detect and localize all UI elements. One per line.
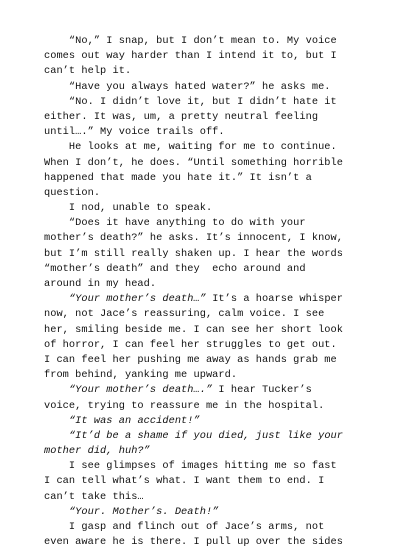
text-line: I can tell what’s what. I want them to end. I: [44, 475, 325, 488]
text-line: “No,” I snap, but I don’t mean to. My voice: [44, 35, 337, 47]
line-indent: [44, 506, 69, 518]
text-line: I nod, unable to speak.: [44, 202, 213, 215]
text-line: comes out way harder than I intend it to, but I: [44, 50, 337, 63]
line-indent: [44, 430, 69, 442]
text-line: [44, 444, 394, 459]
text-line: I gasp and flinch out of Jace’s arms, not: [44, 521, 325, 533]
text-line: He looks at me, waiting for me to continue.: [44, 141, 337, 154]
text-line: even aware he is there. I pull up over the sides: [44, 536, 343, 549]
text-line: “mother’s death” and they echo around and: [44, 262, 306, 275]
text-line: now, not Jace’s reassuring, calm voice. I see: [44, 308, 325, 321]
text-line: until….” My voice trails off.: [44, 126, 225, 139]
text-line: [44, 505, 394, 520]
text-line: [44, 429, 394, 444]
line-indent: [44, 384, 69, 396]
line-text: It’s a hoarse whisper: [205, 293, 344, 306]
text-line: from behind, yanking me upward.: [44, 369, 238, 382]
text-line: mother’s death?” he asks. It’s innocent, I know,: [44, 232, 343, 245]
text-line: [44, 383, 394, 398]
text-line: can’t help it.: [44, 65, 132, 78]
text-line: but I’m still really shaken up. I hear the words: [44, 247, 343, 260]
italic-text: “Your. Mother’s. Death!”: [68, 505, 219, 518]
text-line: happened that made you hate it.” It isn’t a: [44, 171, 312, 184]
body-text: [44, 34, 394, 550]
line-text: I hear Tucker’s: [212, 384, 312, 397]
text-line: “Does it have anything to do with your: [44, 217, 306, 230]
italic-text: “It was an accident!”: [68, 414, 200, 427]
italic-text: “Your mother’s death…”: [68, 293, 206, 306]
line-indent: [44, 415, 69, 427]
text-line: of horror, I can feel her struggles to get out.: [44, 338, 337, 351]
text-line: [44, 414, 394, 429]
text-line: “Have you always hated water?” he asks me.: [44, 80, 331, 93]
text-line: “No. I didn’t love it, but I didn’t hate it: [44, 95, 337, 108]
text-line: I see glimpses of images hitting me so fast: [44, 460, 337, 473]
text-line: question.: [44, 186, 101, 199]
text-line: either. It was, um, a pretty neutral feeling: [44, 110, 319, 123]
italic-text: mother did, huh?”: [44, 445, 150, 458]
text-line: her, smiling beside me. I can see her short look: [44, 323, 343, 336]
line-indent: [44, 293, 69, 305]
text-line: can’t take this…: [44, 490, 144, 503]
text-line: [44, 292, 394, 307]
text-line: voice, trying to reassure me in the hospital.: [44, 399, 325, 412]
text-line: around in my head.: [44, 278, 157, 290]
text-line: When I don’t, he does. “Until something horrible: [44, 156, 343, 169]
italic-text: “Your mother’s death….”: [68, 384, 213, 397]
italic-text: “It’d be a shame if you died, just like your: [68, 429, 344, 442]
text-line: I can feel her pushing me away as hands grab me: [44, 353, 337, 366]
